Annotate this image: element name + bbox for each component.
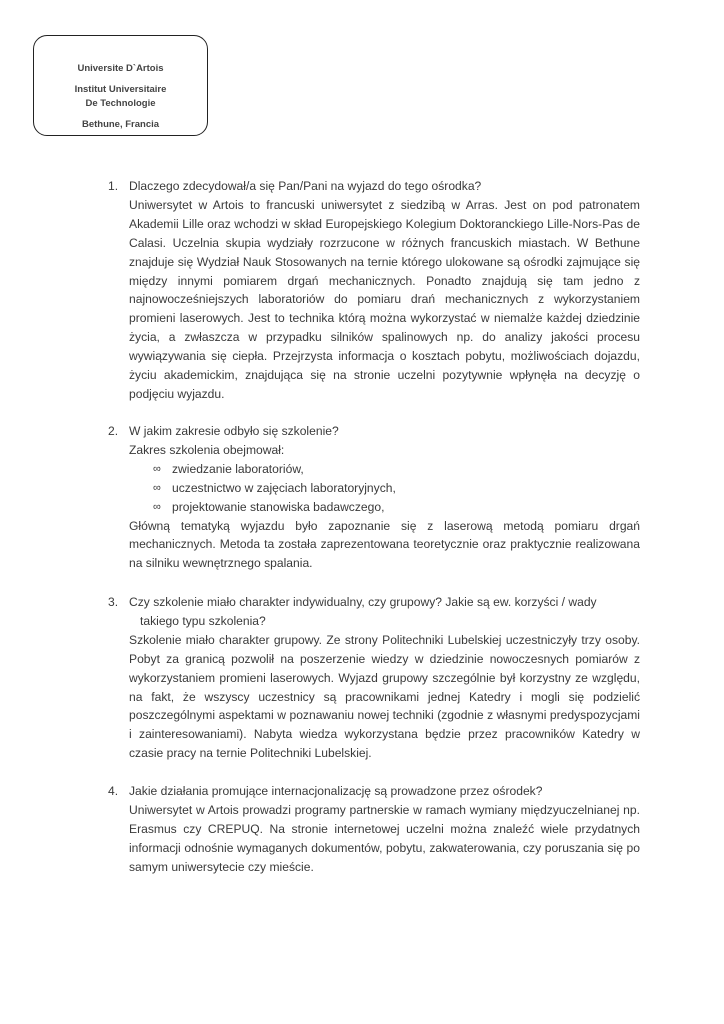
question-text: Dlaczego zdecydował/a się Pan/Pani na wyjazd do tego ośrodka? <box>129 179 482 193</box>
infinity-bullet-icon: ∞ <box>153 481 161 494</box>
question-4 <box>108 782 640 877</box>
question-text: Jakie działania promujące internacjonalizację są prowadzone przez ośrodek? <box>129 784 543 798</box>
answer-text: Uniwersytet w Artois prowadzi programy partnerskie w ramach wymiany międzyuczelnianej np. Erasmus czy CREPUQ. Na stronie internetowej uczelni można znaleźć wiele przydatnych informacji odnośnie wymaganych dokumentów, pobytu, zakwaterowania, czy poruszania się po samym uniwersytecie czy mieście. <box>129 802 640 874</box>
header-institute: Institut Universitaire <box>74 84 167 95</box>
question-2 <box>108 422 640 573</box>
question-number: 1. <box>108 179 119 193</box>
infinity-bullet-icon: ∞ <box>153 462 161 475</box>
answer-text: Uniwersytet w Artois to francuski uniwersytet z siedzibą w Arras. Jest on pod patronatem Akademii Lille oraz wchodzi w skład Europejskiego Kolegium Doktoranckiego Lille-Nors-Pas de Calasi. Uczelnia skupia wydziały rozrzucone w różnych francuskich miastach. W Bethune znajduje się Wydział Nauk Stosowanych na ternie którego ulokowane są ośrodki zajmujące się między innymi pomiarem drgań mechanicznych. Ponadto znajdują się tam jedno z najnowocześniejszych laboratoriów do pomiaru drań mechanicznych z wykorzystaniem promieni laserowych. Jest to technika którą można wykorzystać w niemalże każdej dziedzinie życia, a zwłaszcza w przypadku silników spalinowych np. do analizy jakości procesu wywiązywania się ciepła. Przejrzysta informacja o kosztach pobytu, możliwościach dojazdu, życiu akademickim, znajdująca się na stronie uczelni pozytywnie wpłynęła na decyzję o podjęciu wyjazdu. <box>129 197 640 401</box>
question-number: 2. <box>108 424 119 438</box>
question-number: 4. <box>108 784 119 798</box>
question-text: W jakim zakresie odbyło się szkolenie? <box>129 424 339 438</box>
answer-text: Szkolenie miało charakter grupowy. Ze strony Politechniki Lubelskiej uczestniczyły trzy osoby. Pobyt za granicą pozwolił na poszerzenie wiedzy w dziedzinie nowoczesnych pomiarów z wykorzystaniem promieni laserowych. Wyjazd grupowy szczególnie był korzystny ze względu, na fakt, że wszyscy uczestnicy są pracownikami jednej Katedry i mogli się podzielić poszczególnymi aspektami w poznawaniu nowej techniki (zgodnie z własnymi predyspozycjami i zainteresowaniami). Nabyta wiedza wykorzystana będzie przez pracowników Katedry w czasie pracy na ternie Politechniki Lubelskiej. <box>129 632 640 761</box>
answer-text: Główną tematyką wyjazdu było zapoznanie się z laserową metodą pomiaru drgań mechanicznych. Metoda ta została zaprezentowana teoretycznie oraz praktycznie realizowana na silniku wewnętrznego spalania. <box>129 518 640 571</box>
header-university: Universite D`Artois <box>77 63 164 74</box>
question-1 <box>108 177 640 404</box>
list-item: ∞ uczestnictwo w zajęciach laboratoryjnych, <box>153 479 640 498</box>
header-technology: De Technologie <box>85 98 156 109</box>
list-item: ∞ projektowanie stanowiska badawczego, <box>153 498 640 517</box>
institution-header-box <box>33 35 208 136</box>
infinity-bullet-icon: ∞ <box>153 500 161 513</box>
scope-list <box>129 460 640 517</box>
scope-intro: Zakres szkolenia obejmował: <box>129 442 285 457</box>
header-location: Bethune, Francia <box>81 119 160 130</box>
question-number: 3. <box>108 595 119 609</box>
list-item: ∞ zwiedzanie laboratoriów, <box>153 460 640 479</box>
question-text: Czy szkolenie miało charakter indywidualny, czy grupowy? Jakie są ew. korzyści / wady <box>129 595 597 609</box>
question-3 <box>108 593 640 763</box>
question-text-continued: takiego typu szkolenia? <box>140 613 266 628</box>
